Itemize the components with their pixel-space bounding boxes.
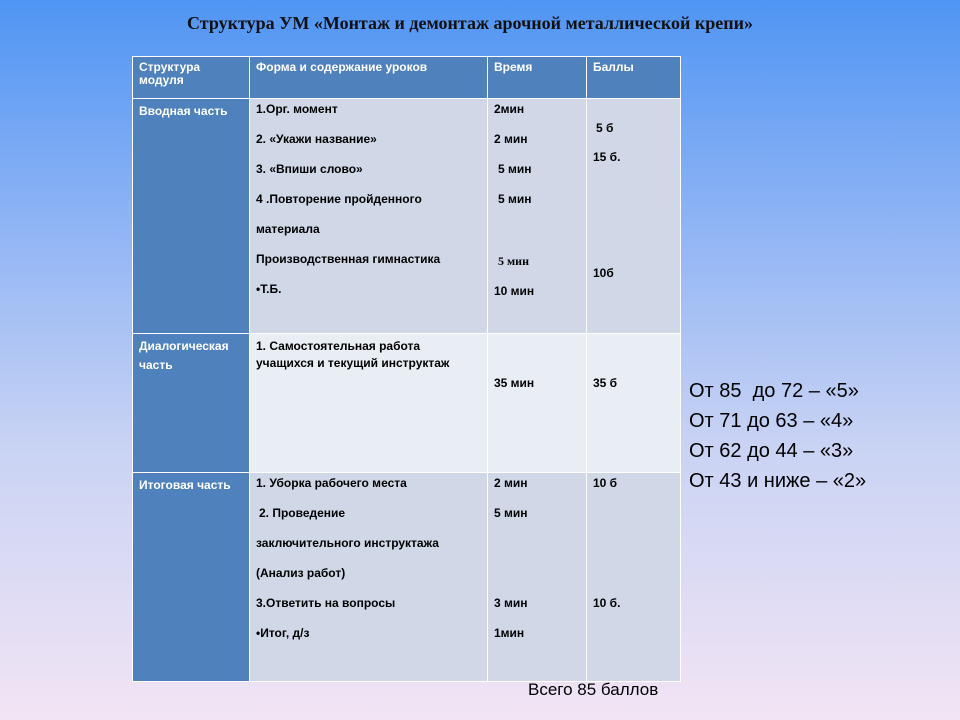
- dialog-time: [488, 334, 587, 473]
- table-header-row: [133, 57, 681, 99]
- final-time-line: [494, 534, 580, 564]
- intro-time-line: 5 мин: [498, 162, 532, 176]
- final-points-line: [593, 504, 674, 534]
- grade-line: От 62 до 44 – «3»: [689, 440, 854, 462]
- grading-scale: [689, 376, 866, 496]
- final-points-line: [593, 624, 674, 654]
- grade-line: От 85 до 72 – «5»: [689, 380, 859, 402]
- final-time: [488, 473, 587, 682]
- intro-time-line: 10 мин: [494, 284, 535, 298]
- dialog-time-value: 35 мин: [494, 376, 535, 390]
- intro-content-line: материала: [256, 222, 320, 236]
- intro-time-line: 5 мин: [498, 192, 532, 206]
- intro-time-line: 2мин: [494, 102, 525, 116]
- intro-points-line: 10б: [593, 266, 614, 280]
- intro-points-line: 15 б.: [593, 150, 621, 164]
- intro-content-line: 1.Орг. момент: [256, 102, 338, 116]
- intro-content-line: Производственная гимнастика: [256, 252, 441, 266]
- final-points-line: [593, 564, 674, 594]
- header-points: Баллы: [587, 57, 681, 99]
- intro-time: [488, 99, 587, 334]
- final-time-line: 1мин: [494, 626, 525, 640]
- grade-line: От 71 до 63 – «4»: [689, 410, 854, 432]
- intro-points-line: 5 б: [596, 121, 614, 135]
- final-content-line: 1. Уборка рабочего места: [256, 476, 407, 490]
- grade-line: От 43 и ниже – «2»: [689, 470, 867, 492]
- final-content-line: заключительного инструктажа: [256, 536, 439, 550]
- final-points-line: 10 б.: [593, 596, 621, 610]
- final-content-line: •Итог, д/з: [256, 626, 310, 640]
- dialog-points-value: 35 б: [593, 376, 618, 390]
- final-content-line: (Анализ работ): [256, 566, 346, 580]
- final-points: [587, 473, 681, 682]
- header-structure: Структура модуля: [133, 57, 250, 99]
- table-row-final: [133, 473, 681, 682]
- total-points: Всего 85 баллов: [528, 680, 659, 699]
- final-content-line: 2. Проведение: [259, 506, 346, 520]
- table-row-intro: [133, 99, 681, 334]
- final-time-line: [494, 564, 580, 594]
- header-content: Форма и содержание уроков: [250, 57, 488, 99]
- final-points-line: [593, 534, 674, 564]
- dialog-content: [250, 334, 488, 473]
- intro-content-line: 2. «Укажи название»: [256, 132, 377, 146]
- final-content-line: 3.Ответить на вопросы: [256, 596, 396, 610]
- dialog-content-line: 1. Самостоятельная работа учащихся и текущий инструктаж: [256, 339, 450, 370]
- intro-content-line: 4 .Повторение пройденного: [256, 192, 422, 206]
- intro-time-line: 5 мин: [498, 254, 530, 268]
- final-time-line: 2 мин: [494, 476, 528, 490]
- module-structure-table: [132, 56, 681, 682]
- intro-time-line: 2 мин: [494, 132, 528, 146]
- dialog-points: [587, 334, 681, 473]
- table-row-dialog: [133, 334, 681, 473]
- intro-points: [587, 99, 681, 334]
- intro-content-line: •Т.Б.: [256, 282, 282, 296]
- section-intro: Вводная часть: [133, 99, 250, 334]
- final-time-line: 5 мин: [494, 506, 528, 520]
- section-final: Итоговая часть: [133, 473, 250, 682]
- intro-time-line: [494, 220, 580, 250]
- section-dialog: Диалогическая часть: [133, 334, 250, 473]
- final-time-line: 3 мин: [494, 596, 528, 610]
- page-title: Структура УМ «Монтаж и демонтаж арочной металлической крепи»: [187, 13, 753, 33]
- intro-content-line: 3. «Впиши слово»: [256, 162, 363, 176]
- header-time: Время: [488, 57, 587, 99]
- intro-content: [250, 99, 488, 334]
- final-content: [250, 473, 488, 682]
- final-points-line: 10 б: [593, 476, 618, 490]
